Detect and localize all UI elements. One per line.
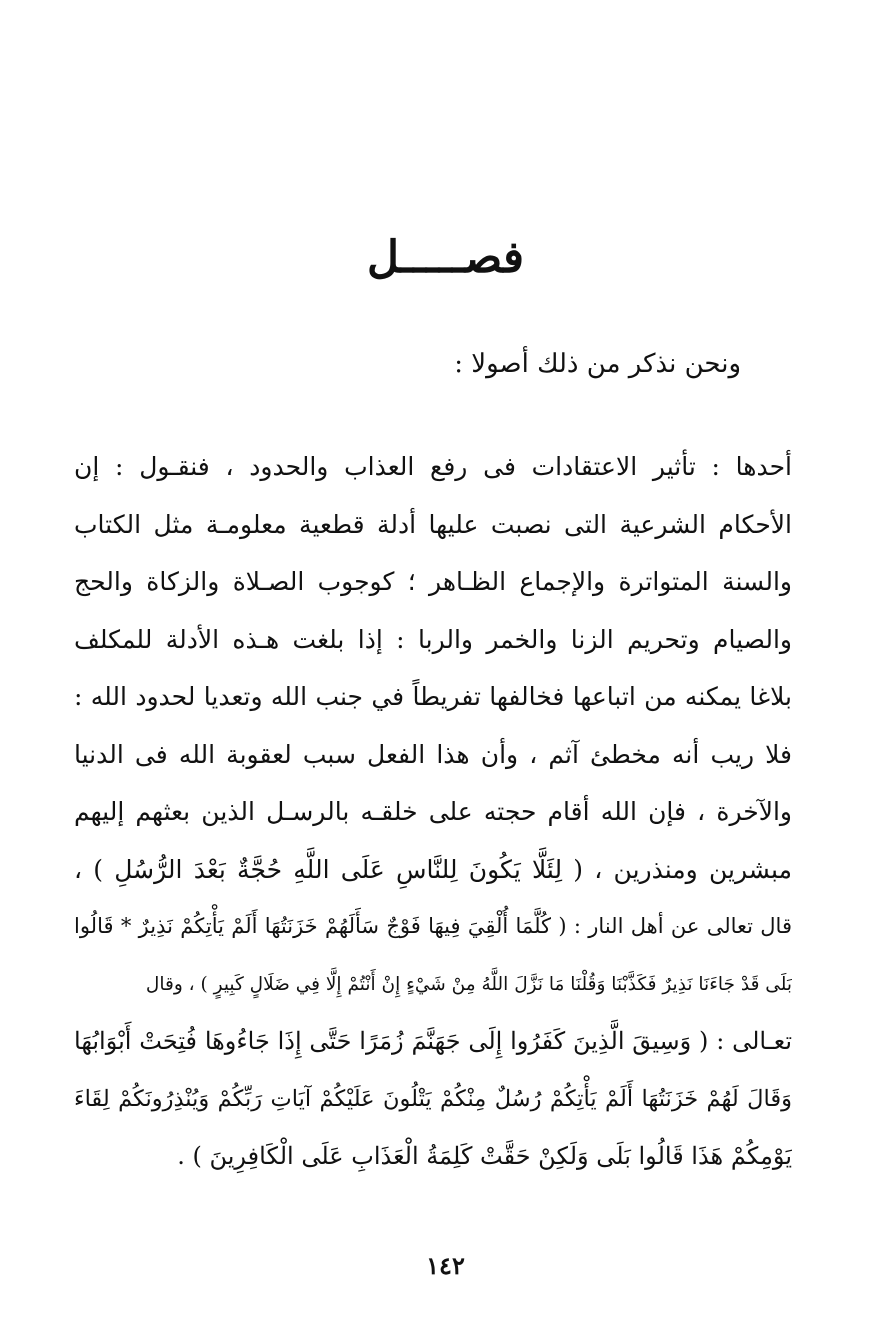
text-line: فلا ريب أنه مخطئ آثم ، وأن هذا الفعل سبب لعقوبة الله فى الدنيا [74,739,792,769]
text-line: يَوْمِكُمْ هَذَا قَالُوا بَلَى وَلَكِنْ حَقَّتْ كَلِمَةُ الْعَذَابِ عَلَى الْكَافِرِينَ ) . [177,1142,792,1170]
text-line: والسنة المتواترة والإجماع الظـاهر ؛ كوجوب الصـلاة والزكاة والحج [74,567,792,596]
text-line: أحدها : تأثير الاعتقادات فى رفع العذاب والحدود ، فنقـول : إن [74,452,792,481]
text-line: بَلَى قَدْ جَاءَنَا نَذِيرٌ فَكَذَّبْنَا وَقُلْنَا مَا نَزَّلَ اللَّهُ مِنْ شَيْءٍ إِنْ أَنْتُمْ إِلَّا فِي ضَلَالٍ كَبِيرٍ ) ، وقال [145,973,792,995]
body-paragraph [74,438,792,1186]
text-line: والآخرة ، فإن الله أقام حجته على خلقـه بالرسـل الذين بعثهم إليهم [74,797,792,826]
text-line: بلاغا يمكنه من اتباعها فخالفها تفريطاً في جنب الله وتعديا لحدود الله : [74,682,792,711]
page-number: ١٤٢ [426,1251,465,1280]
text-line: والصيام وتحريم الزنا والخمر والربا : إذا بلغت هـذه الأدلة للمكلف [74,624,792,654]
text-line: تعـالى : ( وَسِيقَ الَّذِينَ كَفَرُوا إِلَى جَهَنَّمَ زُمَرًا حَتَّى إِذَا جَاءُوهَا فُتِحَتْ أَبْوَابُهَا [74,1027,792,1055]
text-line: الأحكام الشرعية التى نصبت عليها أدلة قطعية معلومـة مثل الكتاب [74,509,792,539]
text-line: قال تعالى عن أهل النار : ( كُلَّمَا أُلْقِيَ فِيهَا فَوْجٌ سَأَلَهُمْ خَزَنَتُهَا أَلَمْ يَأْتِكُمْ نَذِيرٌ * قَالُوا [74,914,792,938]
intro-line: ونحن نذكر من ذلك أصولا : [454,349,741,379]
text-line: وَقَالَ لَهُمْ خَزَنَتُهَا أَلَمْ يَأْتِكُمْ رُسُلٌ مِنْكُمْ يَتْلُونَ عَلَيْكُمْ آيَاتِ رَبِّكُمْ وَيُنْذِرُونَكُمْ لِقَاءَ [74,1085,792,1112]
text-line: مبشرين ومنذرين ، ( لِئَلَّا يَكُونَ لِلنَّاسِ عَلَى اللَّهِ حُجَّةٌ بَعْدَ الرُّسُلِ ) ، [74,854,792,884]
section-heading: فصـــــل [367,232,524,283]
